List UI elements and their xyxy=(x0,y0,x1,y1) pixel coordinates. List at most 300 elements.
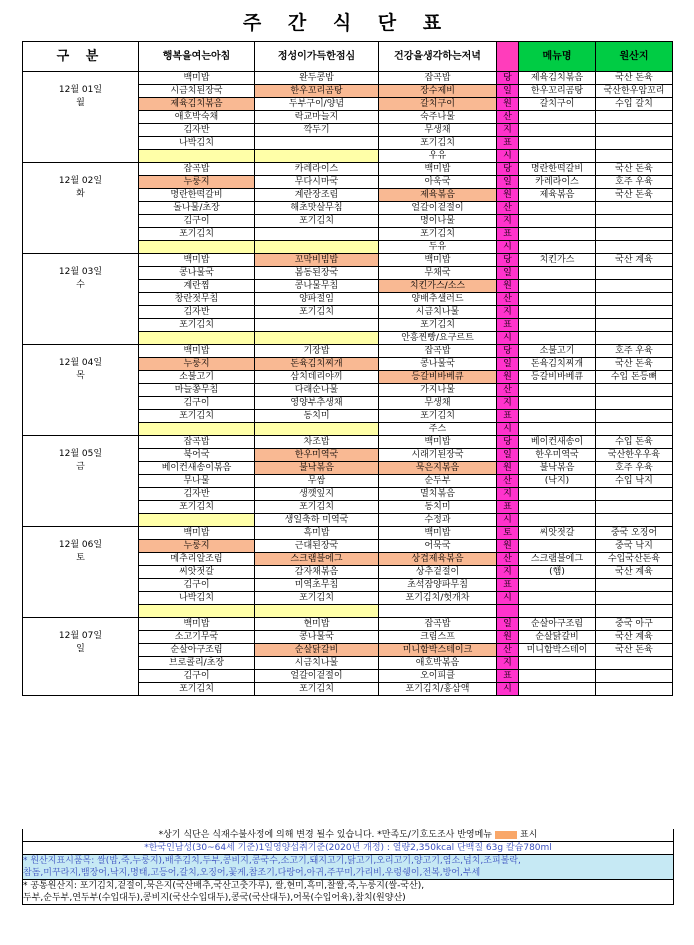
lunch-cell: 한우미역국 xyxy=(255,449,379,462)
menu-cell xyxy=(519,410,596,423)
breakfast-cell xyxy=(139,332,255,345)
dinner-cell: 애호박볶음 xyxy=(379,657,497,670)
breakfast-cell: 김구이 xyxy=(139,579,255,592)
origin-cell: 호주 우육 xyxy=(596,176,673,189)
origin-cell: 국산 돈육 xyxy=(596,72,673,85)
day-cell xyxy=(23,72,139,163)
note-cell: 표 xyxy=(497,579,519,592)
origin-cell: 국산 돈육 xyxy=(596,358,673,371)
lunch-cell: 양파절임 xyxy=(255,293,379,306)
menu-cell: 제육볶음 xyxy=(519,189,596,202)
note-cell: 원 xyxy=(497,540,519,553)
menu-cell xyxy=(519,228,596,241)
lunch-cell: 생깻잎지 xyxy=(255,488,379,501)
origin-cell: 중국 아구 xyxy=(596,618,673,631)
lunch-cell: 포기김치 xyxy=(255,501,379,514)
header-lunch: 정성이가득한점심 xyxy=(255,42,379,72)
breakfast-cell: 소고기무국 xyxy=(139,631,255,644)
note-cell: 산 xyxy=(497,202,519,215)
lunch-cell: 근대된장국 xyxy=(255,540,379,553)
note-cell: 원 xyxy=(497,189,519,202)
origin-cell: 수입국산돈육 xyxy=(596,553,673,566)
note-cell: 산 xyxy=(497,553,519,566)
note-cell: 시 xyxy=(497,514,519,527)
day-date: 12월 07일 xyxy=(58,631,103,641)
legend-swatch xyxy=(495,831,517,839)
menu-cell xyxy=(519,111,596,124)
lunch-cell: 동치미 xyxy=(255,410,379,423)
table-row xyxy=(23,254,673,267)
breakfast-cell: 포기김치 xyxy=(139,501,255,514)
breakfast-cell: 씨앗젓갈 xyxy=(139,566,255,579)
origin-cell xyxy=(596,410,673,423)
menu-cell xyxy=(519,332,596,345)
origin-cell: 수입 낙지 xyxy=(596,475,673,488)
breakfast-cell: 포기김치 xyxy=(139,683,255,696)
footer-origin-items-2: 참돔,미꾸라지,뱀장어,낙지,명태,고등어,갈치,오징어,꽃게,참조기,다랑어,아귀,주꾸미,가리비,우렁쉥이,전복,방어,부세 xyxy=(23,867,673,879)
lunch-cell xyxy=(255,423,379,436)
breakfast-cell: 명란한떡갈비 xyxy=(139,189,255,202)
menu-cell xyxy=(519,319,596,332)
origin-cell xyxy=(596,683,673,696)
origin-cell xyxy=(596,280,673,293)
lunch-cell: 콩나물무침 xyxy=(255,280,379,293)
origin-cell xyxy=(596,215,673,228)
menu-cell: (낙지) xyxy=(519,475,596,488)
origin-cell xyxy=(596,332,673,345)
note-cell: 지 xyxy=(497,566,519,579)
origin-cell: 국산한우암꼬리 xyxy=(596,85,673,98)
lunch-cell: 락교마늘지 xyxy=(255,111,379,124)
note-cell: 지 xyxy=(497,488,519,501)
origin-cell xyxy=(596,306,673,319)
lunch-cell: 스크램블에그 xyxy=(255,553,379,566)
dinner-cell: 갈치구이 xyxy=(379,98,497,111)
origin-cell: 국산 계육 xyxy=(596,254,673,267)
menu-cell xyxy=(519,215,596,228)
lunch-cell: 계란장조림 xyxy=(255,189,379,202)
breakfast-cell: 백미밥 xyxy=(139,254,255,267)
breakfast-cell xyxy=(139,423,255,436)
origin-cell xyxy=(596,241,673,254)
breakfast-cell: 소불고기 xyxy=(139,371,255,384)
origin-cell xyxy=(596,267,673,280)
day-weekday: 토 xyxy=(76,553,85,563)
dinner-cell: 무생채 xyxy=(379,397,497,410)
lunch-cell: 무쌈 xyxy=(255,475,379,488)
day-weekday: 일 xyxy=(76,644,85,654)
lunch-cell: 얼갈이겉절이 xyxy=(255,670,379,683)
menu-cell xyxy=(519,150,596,163)
menu-cell xyxy=(519,280,596,293)
note-cell: 시 xyxy=(497,241,519,254)
menu-cell: 한우꼬리곰탕 xyxy=(519,85,596,98)
header-breakfast: 행복을여는아침 xyxy=(139,42,255,72)
lunch-cell: 두부구이/양념 xyxy=(255,98,379,111)
note-cell: 지 xyxy=(497,215,519,228)
breakfast-cell: 순살아구조림 xyxy=(139,644,255,657)
menu-cell xyxy=(519,267,596,280)
dinner-cell: 숙주나물 xyxy=(379,111,497,124)
lunch-cell xyxy=(255,150,379,163)
dinner-cell: 포기김치 xyxy=(379,228,497,241)
menu-cell xyxy=(519,670,596,683)
dinner-cell: 두유 xyxy=(379,241,497,254)
lunch-cell xyxy=(255,228,379,241)
dinner-cell: 시금치나물 xyxy=(379,306,497,319)
dinner-cell: 우유 xyxy=(379,150,497,163)
day-cell xyxy=(23,436,139,527)
breakfast-cell: 돌나물/초장 xyxy=(139,202,255,215)
menu-cell: 등갈비바베큐 xyxy=(519,371,596,384)
breakfast-cell: 백미밥 xyxy=(139,72,255,85)
menu-cell xyxy=(519,579,596,592)
menu-cell: 소불고기 xyxy=(519,345,596,358)
note-cell: 당 xyxy=(497,345,519,358)
dinner-cell: 초석잠양파무침 xyxy=(379,579,497,592)
dinner-cell: 상추겉절이 xyxy=(379,566,497,579)
menu-cell xyxy=(519,488,596,501)
dinner-cell: 포기김치 xyxy=(379,319,497,332)
day-weekday: 화 xyxy=(76,189,85,199)
table-row xyxy=(23,436,673,449)
breakfast-cell: 김구이 xyxy=(139,215,255,228)
lunch-cell: 생일축하 미역국 xyxy=(255,514,379,527)
dinner-cell: 등갈비바베큐 xyxy=(379,371,497,384)
menu-cell xyxy=(519,137,596,150)
breakfast-cell: 나박김치 xyxy=(139,137,255,150)
day-weekday: 금 xyxy=(76,462,85,472)
breakfast-cell: 메추리알조림 xyxy=(139,553,255,566)
lunch-cell: 무다시마국 xyxy=(255,176,379,189)
menu-cell: 씨앗젓갈 xyxy=(519,527,596,540)
breakfast-cell xyxy=(139,150,255,163)
dinner-cell: 미니함박스테이크 xyxy=(379,644,497,657)
dinner-cell: 잡곡밥 xyxy=(379,72,497,85)
menu-cell xyxy=(519,241,596,254)
lunch-cell xyxy=(255,241,379,254)
breakfast-cell: 제육김치볶음 xyxy=(139,98,255,111)
header-gubun: 구 분 xyxy=(23,42,139,72)
breakfast-cell: 베이컨새송이볶음 xyxy=(139,462,255,475)
menu-cell xyxy=(519,514,596,527)
note-cell: 지 xyxy=(497,657,519,670)
origin-cell: 호주 우육 xyxy=(596,462,673,475)
menu-cell: 한우미역국 xyxy=(519,449,596,462)
lunch-cell: 봄동된장국 xyxy=(255,267,379,280)
note-cell: 토 xyxy=(497,527,519,540)
dinner-cell: 순두부 xyxy=(379,475,497,488)
origin-cell xyxy=(596,670,673,683)
menu-cell: 스크램블에그 xyxy=(519,553,596,566)
lunch-cell: 완두콩밥 xyxy=(255,72,379,85)
lunch-cell: 꼬막비빔밥 xyxy=(255,254,379,267)
breakfast-cell: 포기김치 xyxy=(139,228,255,241)
origin-cell: 수입 돈등뼈 xyxy=(596,371,673,384)
dinner-cell: 무생채 xyxy=(379,124,497,137)
breakfast-cell: 무나물 xyxy=(139,475,255,488)
note-cell: 산 xyxy=(497,475,519,488)
origin-cell xyxy=(596,579,673,592)
lunch-cell: 포기김치 xyxy=(255,683,379,696)
note-cell: 원 xyxy=(497,98,519,111)
dinner-cell: 제육볶음 xyxy=(379,189,497,202)
note-cell: 시 xyxy=(497,683,519,696)
dinner-cell: 치킨가스/소스 xyxy=(379,280,497,293)
day-date: 12월 05일 xyxy=(58,449,103,459)
day-date: 12월 06일 xyxy=(58,540,103,550)
menu-cell xyxy=(519,423,596,436)
breakfast-cell: 나박김치 xyxy=(139,592,255,605)
note-cell: 시 xyxy=(497,592,519,605)
origin-cell xyxy=(596,150,673,163)
origin-cell: 국산 돈육 xyxy=(596,163,673,176)
dinner-cell: 안흥찐빵/요구르트 xyxy=(379,332,497,345)
menu-cell: 돈육김치찌개 xyxy=(519,358,596,371)
dinner-cell: 포기김치 xyxy=(379,137,497,150)
breakfast-cell: 백미밥 xyxy=(139,345,255,358)
menu-cell xyxy=(519,124,596,137)
dinner-cell: 콩나물국 xyxy=(379,358,497,371)
origin-cell xyxy=(596,488,673,501)
day-cell xyxy=(23,527,139,618)
menu-cell: 명란한떡갈비 xyxy=(519,163,596,176)
note-cell: 원 xyxy=(497,371,519,384)
breakfast-cell: 누룽지 xyxy=(139,358,255,371)
menu-cell: 불낙볶음 xyxy=(519,462,596,475)
origin-cell: 국산한우우육 xyxy=(596,449,673,462)
origin-cell xyxy=(596,657,673,670)
lunch-cell: 미역초무침 xyxy=(255,579,379,592)
menu-cell xyxy=(519,293,596,306)
lunch-cell: 돈육김치찌개 xyxy=(255,358,379,371)
origin-cell xyxy=(596,293,673,306)
day-date: 12월 01일 xyxy=(58,85,103,95)
dinner-cell: 아욱국 xyxy=(379,176,497,189)
menu-cell: 미니함박스테이 xyxy=(519,644,596,657)
breakfast-cell: 계란찜 xyxy=(139,280,255,293)
dinner-cell: 양배추샐러드 xyxy=(379,293,497,306)
dinner-cell: 잡곡밥 xyxy=(379,345,497,358)
header-row xyxy=(23,42,673,72)
lunch-cell: 영양부추생채 xyxy=(255,397,379,410)
note-cell: 표 xyxy=(497,410,519,423)
day-date: 12월 04일 xyxy=(58,358,103,368)
dinner-cell: 묵은지볶음 xyxy=(379,462,497,475)
note-cell: 산 xyxy=(497,644,519,657)
note-cell: 일 xyxy=(497,618,519,631)
breakfast-cell: 김자반 xyxy=(139,124,255,137)
lunch-cell: 카레라이스 xyxy=(255,163,379,176)
origin-cell: 호주 우육 xyxy=(596,345,673,358)
day-date: 12월 02일 xyxy=(58,176,103,186)
note-cell: 일 xyxy=(497,449,519,462)
menu-cell xyxy=(519,683,596,696)
breakfast-cell xyxy=(139,605,255,618)
dinner-cell: 시래기된장국 xyxy=(379,449,497,462)
lunch-cell: 한우꼬리곰탕 xyxy=(255,85,379,98)
note-cell xyxy=(497,605,519,618)
dinner-cell: 어묵국 xyxy=(379,540,497,553)
dinner-cell: 장수제비 xyxy=(379,85,497,98)
menu-cell xyxy=(519,306,596,319)
note-cell: 일 xyxy=(497,85,519,98)
header-note xyxy=(497,42,519,72)
breakfast-cell: 김구이 xyxy=(139,670,255,683)
menu-cell xyxy=(519,605,596,618)
dinner-cell: 멸치볶음 xyxy=(379,488,497,501)
dinner-cell: 포기김치/홍삼액 xyxy=(379,683,497,696)
menu-cell: 갈치구이 xyxy=(519,98,596,111)
table-row xyxy=(23,72,673,85)
menu-cell: 순살닭갈비 xyxy=(519,631,596,644)
dinner-cell: 백미밥 xyxy=(379,254,497,267)
lunch-cell: 깍두기 xyxy=(255,124,379,137)
table-row xyxy=(23,163,673,176)
lunch-cell: 포기김치 xyxy=(255,306,379,319)
origin-cell: 국산 돈육 xyxy=(596,644,673,657)
menu-cell xyxy=(519,592,596,605)
origin-cell: 수입 돈육 xyxy=(596,436,673,449)
lunch-cell: 현미밥 xyxy=(255,618,379,631)
origin-cell xyxy=(596,514,673,527)
menu-cell xyxy=(519,384,596,397)
menu-cell: 카레라이스 xyxy=(519,176,596,189)
note-cell: 시 xyxy=(497,423,519,436)
header-dinner: 건강을생각하는저녁 xyxy=(379,42,497,72)
origin-cell xyxy=(596,592,673,605)
dinner-cell: 가지나물 xyxy=(379,384,497,397)
lunch-cell: 콩나물국 xyxy=(255,631,379,644)
footer-nutrition: *한국인남성(30~64세 기준)1일영양섭취기준(2020년 개정) : 열량2,350kcal 단백질 63g 칼슘780ml xyxy=(23,841,673,854)
note-cell: 원 xyxy=(497,631,519,644)
header-menu-name: 메뉴명 xyxy=(519,42,596,72)
breakfast-cell: 누룽지 xyxy=(139,540,255,553)
origin-cell xyxy=(596,423,673,436)
origin-cell: 중국 낙지 xyxy=(596,540,673,553)
dinner-cell: 수정과 xyxy=(379,514,497,527)
origin-cell xyxy=(596,137,673,150)
breakfast-cell xyxy=(139,514,255,527)
note-cell: 시 xyxy=(497,150,519,163)
lunch-cell xyxy=(255,319,379,332)
day-weekday: 수 xyxy=(76,280,85,290)
origin-cell: 수입 갈치 xyxy=(596,98,673,111)
note-cell: 지 xyxy=(497,306,519,319)
origin-cell xyxy=(596,111,673,124)
day-cell xyxy=(23,618,139,696)
note-cell: 표 xyxy=(497,137,519,150)
menu-cell xyxy=(519,202,596,215)
lunch-cell: 불낙볶음 xyxy=(255,462,379,475)
note-cell: 시 xyxy=(497,332,519,345)
note-cell: 일 xyxy=(497,176,519,189)
origin-cell: 국산 돈육 xyxy=(596,189,673,202)
lunch-cell: 삼치데리야끼 xyxy=(255,371,379,384)
menu-cell xyxy=(519,397,596,410)
note-cell: 당 xyxy=(497,436,519,449)
note-cell: 당 xyxy=(497,72,519,85)
breakfast-cell: 마늘쫑무침 xyxy=(139,384,255,397)
breakfast-cell: 잡곡밥 xyxy=(139,436,255,449)
day-weekday: 월 xyxy=(76,98,85,108)
dinner-cell: 상겹제육볶음 xyxy=(379,553,497,566)
menu-cell: 베이컨새송이 xyxy=(519,436,596,449)
origin-cell xyxy=(596,384,673,397)
note-cell: 표 xyxy=(497,319,519,332)
weekly-menu-table xyxy=(22,41,673,696)
lunch-cell: 기장밥 xyxy=(255,345,379,358)
note-cell: 일 xyxy=(497,267,519,280)
note-cell: 일 xyxy=(497,358,519,371)
footer-origin-items-1: * 원산지표시품목: 쌀(밥,죽,누룽지),배추김치,두부,콩비지,콩국수,소고기,돼지고기,닭고기,오리고기,양고기,염소,넙치,조피볼락, xyxy=(23,854,673,867)
day-cell xyxy=(23,254,139,345)
footer-change-notice: *상기 식단은 식재수불사정에 의해 변경 될수 있습니다. *만족도/기호도조사 반영메뉴 표시 xyxy=(158,830,538,840)
origin-cell: 국산 계육 xyxy=(596,566,673,579)
page-title: 주 간 식 단 표 xyxy=(242,12,452,34)
dinner-cell xyxy=(379,605,497,618)
note-cell: 지 xyxy=(497,124,519,137)
lunch-cell xyxy=(255,605,379,618)
dinner-cell: 포기김치 xyxy=(379,410,497,423)
dinner-cell: 잡곡밥 xyxy=(379,618,497,631)
breakfast-cell: 백미밥 xyxy=(139,618,255,631)
note-cell: 산 xyxy=(497,384,519,397)
day-weekday: 목 xyxy=(76,371,85,381)
lunch-cell: 흑미밥 xyxy=(255,527,379,540)
note-cell: 산 xyxy=(497,293,519,306)
dinner-cell: 무채국 xyxy=(379,267,497,280)
dinner-cell: 백미밥 xyxy=(379,527,497,540)
note-cell: 원 xyxy=(497,462,519,475)
menu-cell: 치킨가스 xyxy=(519,254,596,267)
note-cell: 당 xyxy=(497,163,519,176)
origin-cell xyxy=(596,605,673,618)
dinner-cell: 백미밥 xyxy=(379,163,497,176)
note-cell: 당 xyxy=(497,254,519,267)
lunch-cell: 시금치나물 xyxy=(255,657,379,670)
breakfast-cell: 포기김치 xyxy=(139,410,255,423)
note-cell: 산 xyxy=(497,111,519,124)
origin-cell: 국산 계육 xyxy=(596,631,673,644)
breakfast-cell xyxy=(139,241,255,254)
menu-cell xyxy=(519,657,596,670)
table-row xyxy=(23,345,673,358)
lunch-cell: 포기김치 xyxy=(255,592,379,605)
footer-notes xyxy=(22,829,674,905)
day-date: 12월 03일 xyxy=(58,267,103,277)
breakfast-cell: 백미밥 xyxy=(139,527,255,540)
origin-cell xyxy=(596,319,673,332)
dinner-cell: 포기김치/헛개차 xyxy=(379,592,497,605)
lunch-cell: 순살닭갈비 xyxy=(255,644,379,657)
dinner-cell: 얼갈이겉절이 xyxy=(379,202,497,215)
origin-cell xyxy=(596,124,673,137)
breakfast-cell: 북어국 xyxy=(139,449,255,462)
lunch-cell: 다래순나물 xyxy=(255,384,379,397)
origin-cell xyxy=(596,501,673,514)
breakfast-cell: 김자반 xyxy=(139,488,255,501)
note-cell: 표 xyxy=(497,670,519,683)
breakfast-cell: 잡곡밥 xyxy=(139,163,255,176)
breakfast-cell: 김구이 xyxy=(139,397,255,410)
lunch-cell xyxy=(255,332,379,345)
note-cell: 원 xyxy=(497,280,519,293)
origin-cell: 중국 오징어 xyxy=(596,527,673,540)
dinner-cell: 명이나물 xyxy=(379,215,497,228)
note-cell: 표 xyxy=(497,501,519,514)
note-cell: 표 xyxy=(497,228,519,241)
